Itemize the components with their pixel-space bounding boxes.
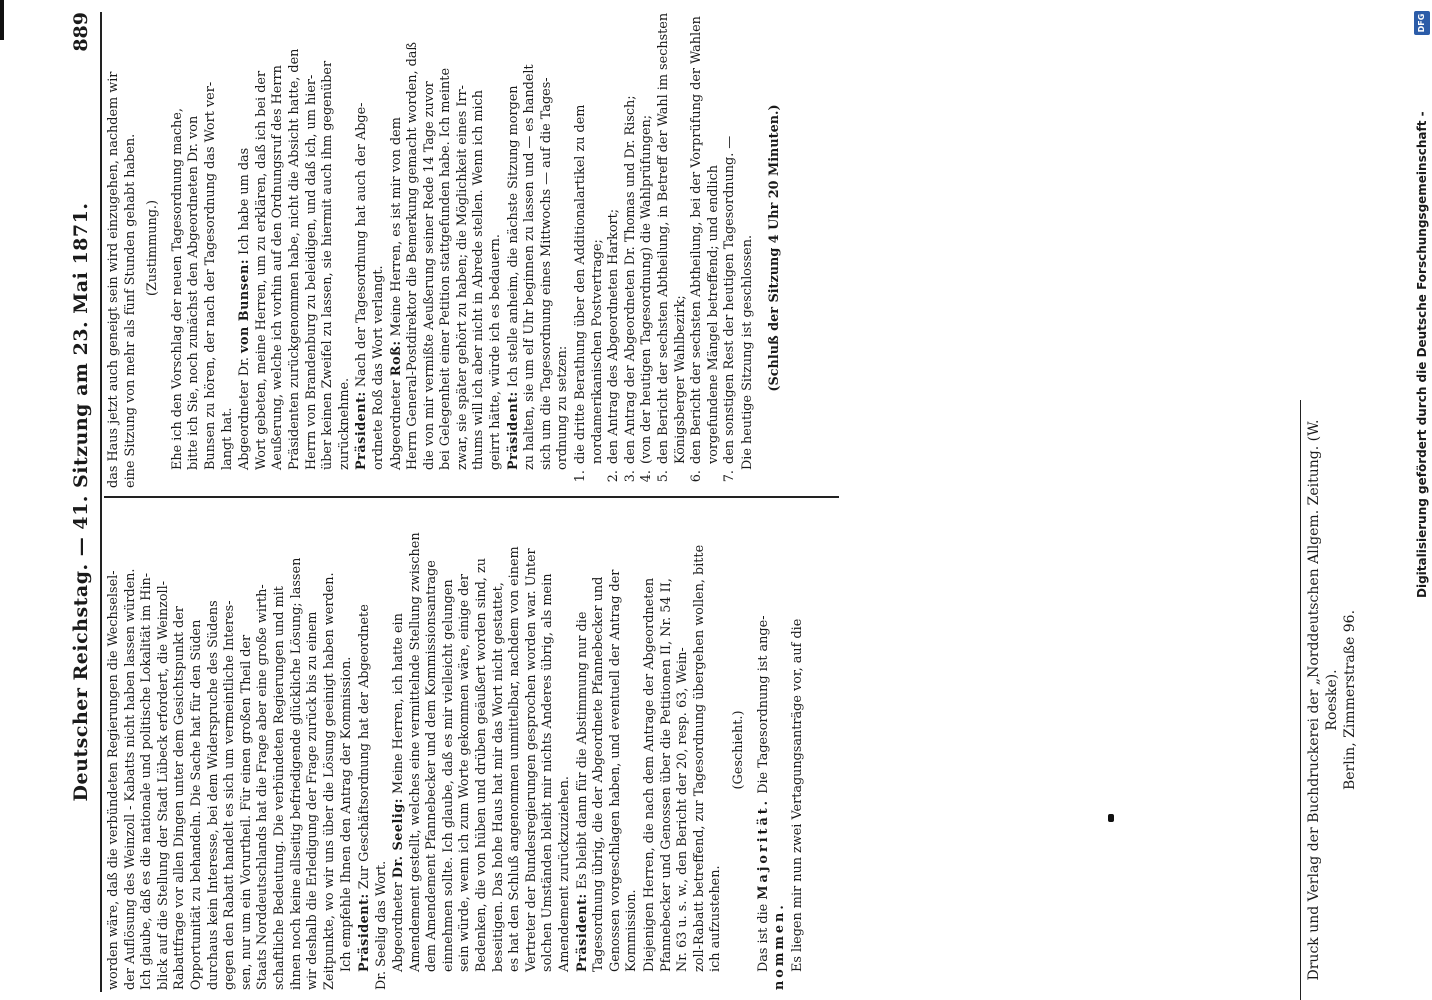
- text-line: thums will ich aber nicht in Abrede stellen. Wenn ich mich: [471, 89, 487, 470]
- agenda-text: den Antrag des Abgeordneten Harkort;: [606, 208, 622, 464]
- paragraph-continuation: [106, 8, 139, 488]
- agenda-text: den Bericht der sechsten Abtheilung, bei der Vorprüfung der Wahlen vorgefundene Mängel betreffend; und endlich: [689, 16, 721, 464]
- text-line: gegen den Rabatt handelt es sich um vermeintliche Interes-: [222, 600, 238, 990]
- speaker-name: Präsident:: [574, 893, 590, 972]
- paragraph-president-4: [506, 8, 572, 488]
- text-line: Aeußerung, welche ich vorhin auf den Ordnungsruf des Herrn: [270, 65, 286, 470]
- text-line: Ich glaube, daß es die nationale und politische Lokalität im Hin-: [139, 572, 155, 990]
- speaker-name: Präsident:: [356, 893, 372, 972]
- text-line: Vertreter der Bundesregierungen gesprochen worden war. Unter: [523, 548, 539, 972]
- text-run: Nach der Tagesordnung hat auch der Abge-: [354, 102, 370, 392]
- left-column: [106, 510, 836, 990]
- agenda-item: [606, 8, 623, 488]
- text-line: ordnete Roß das Wort verlangt.: [370, 265, 386, 470]
- text-line: Bunsen zu hören, der nach der Tagesordnung das Wort ver-: [202, 81, 218, 470]
- text-line: beseitigen. Das hohe Haus hat mir das Wort nicht gestattet,: [490, 582, 506, 972]
- agenda-number: 5.: [656, 470, 671, 483]
- text-line: Opportunität zu behandeln. Die Sache hat für den Süden: [188, 619, 204, 990]
- text-line: ihnen noch keine allseitig befriedigende glückliche Lösung; lassen: [288, 557, 304, 990]
- text-line: das Haus jetzt auch geneigt sein wird einzugehen, nachdem wir: [106, 71, 121, 488]
- speaker-name: Präsident:: [354, 391, 370, 470]
- text-line: zoll-Rabatt betreffend, zur Tagesordnung übergehen wollen, bitte: [691, 544, 707, 972]
- text-run: Meine Herren, ich hatte ein: [391, 613, 407, 799]
- paragraph-recommendation: Ich empfehle Ihnen den Antrag der Kommission.: [339, 656, 355, 972]
- text-line: bitte ich Sie, noch zunächst den Abgeordneten Dr. von: [186, 115, 202, 470]
- text-line: Rabattfrage vor allen Dingen unter dem Gesichtspunkt der: [172, 606, 188, 990]
- text-line: es hat den Schluß angenommen unmittelbar, nachdem von einem: [507, 546, 523, 972]
- agenda-number: 3.: [622, 470, 638, 483]
- stage-direction: (Geschieht.): [730, 710, 746, 790]
- paragraph-adjournment: Es liegen mir nun zwei Vertagungsanträge vor, auf die: [789, 618, 805, 972]
- speaker-intro: Abgeordneter: [391, 878, 407, 972]
- agenda-item: [656, 8, 689, 488]
- speaker-name: Präsident:: [505, 391, 521, 470]
- text-line: Nr. 63 u. s. w., den Bericht der 20, resp. 63, Wein-: [675, 647, 691, 972]
- text-run: Zur Geschäftsordnung hat der Abgeordnete: [356, 604, 372, 894]
- text-line: eine Sitzung von mehr als fünf Stunden gehabt haben.: [122, 133, 138, 488]
- agenda-text: den Bericht der sechsten Abtheilung, in Betreff der Wahl im sechsten Königsberger Wahlbezirk;: [656, 12, 688, 464]
- speaker-name: Dr. Seelig:: [391, 798, 407, 879]
- emphasis-majority: Majorität.: [755, 797, 771, 900]
- text-line: die von mir vermißte Aeußerung seiner Rede 14 Tage zuvor: [421, 81, 437, 470]
- text-line: Pfannebecker und Genossen über die Petitionen II, Nr. 54 II,: [658, 578, 674, 972]
- text-run: Ich stelle anheim, die nächste Sitzung morgen: [505, 85, 521, 392]
- text-line: Bedenken, die von hüben und drüben geäußert worden sind, zu: [474, 558, 490, 972]
- agenda-text: den Antrag der Abgeordneten Dr. Thomas und Dr. Risch;: [622, 95, 638, 464]
- text-line: Amendement gestellt, welches eine vermittelnde Stellung zwischen: [407, 532, 423, 972]
- text-line: sein würde, wenn ich zum Worte gekommen wäre, einige der: [457, 574, 473, 972]
- speaker-name: von Bunsen:: [237, 258, 253, 353]
- paragraph-seelig: [391, 510, 574, 990]
- paragraph-ross: [389, 8, 505, 488]
- page-header: [68, 12, 98, 992]
- text-line: solchen Umständen bleibt mir nichts Anderes übrig, als mein: [540, 573, 556, 972]
- text-line: der Auflösung des Weinzoll - Kabatts nicht haben lassen würden.: [122, 568, 138, 990]
- text-run: Dr. Seelig das Wort.: [373, 860, 389, 990]
- text-line: zu halten, sie um elf Uhr beginnen zu lassen und — es handelt: [522, 64, 538, 470]
- agenda-item: [639, 8, 656, 488]
- agenda-number: 2.: [606, 470, 622, 483]
- text-line: Kommission.: [624, 889, 640, 972]
- text-line: wir deshalb die Erledigung der Frage zurück bis zu einem: [305, 611, 321, 990]
- header-rule: [100, 12, 102, 992]
- text-line: bei Gelegenheit einer Petition stattgefunden habe. Ich meinte: [438, 67, 454, 470]
- scan-edge-mark: [0, 0, 4, 40]
- emphasis-adopted: nommen.: [772, 902, 788, 990]
- imprint-line: Druck und Verlag der Buchdruckerei der „Norddeutschen Allgem. Zeitung. (W. Roeske).: [1306, 419, 1340, 981]
- paragraph-president-2: [575, 510, 641, 990]
- agenda-number: 6.: [689, 470, 705, 483]
- text-line: Diejenigen Herren, die nach dem Antrage der Abgeordneten: [642, 577, 657, 972]
- text-line: Herrn General-Postdirektor die Bemerkung gemacht worden, daß: [405, 42, 421, 470]
- imprint-line: Berlin, Zimmerstraße 96.: [1342, 609, 1358, 791]
- text-run: Das ist die: [755, 899, 771, 972]
- paragraph-before-agenda: [170, 8, 236, 488]
- text-run: Meine Herren, es ist mir von dem: [388, 117, 404, 341]
- text-line: Staats Norddeutschlands hat die Frage aber eine große wirth-: [255, 584, 271, 990]
- paragraph-weinzoll: [106, 510, 338, 990]
- agenda-item: [623, 8, 640, 488]
- agenda-number: 1.: [573, 470, 589, 483]
- text-line: zwar, sie später gehört zu haben; die Möglichkeit eines Irr-: [454, 85, 470, 470]
- paragraph-majority: [756, 510, 789, 990]
- text-run: Die Tagesordnung ist ange-: [755, 615, 771, 798]
- text-run: Ich habe um das: [237, 147, 253, 259]
- speaker-name: Roß:: [388, 340, 404, 377]
- agenda-number: 7.: [722, 470, 738, 483]
- speaker-intro: Abgeordneter: [388, 376, 404, 470]
- closing-time: (Schluß der Sitzung 4 Uhr 20 Minuten.): [766, 104, 782, 392]
- text-line: sich um die Tagesordnung eines Mittwochs — auf die Tages-: [538, 77, 554, 470]
- paragraph-session-closed: Die heutige Sitzung ist geschlossen.: [739, 234, 755, 470]
- agenda-item: [689, 8, 722, 488]
- agenda-item: [573, 8, 606, 488]
- agenda-item: [722, 8, 739, 488]
- dfg-logo: DFG: [1414, 11, 1430, 35]
- text-line: ordnung zu setzen:: [555, 345, 571, 470]
- text-line: Tagesordnung übrig, die der Abgeordnete Pfannebecker und: [591, 576, 607, 972]
- printer-imprint: [1300, 400, 1358, 1000]
- agenda-list: [573, 8, 739, 488]
- text-line: schaftliche Bedeutung. Die verbündeten Regierungen und mit: [271, 586, 287, 990]
- paragraph-vote: [642, 510, 725, 990]
- text-line: dem Amendement Pfannebecker und dem Kommissionsantrage: [424, 560, 440, 972]
- paragraph-bunsen: [237, 8, 353, 488]
- stage-direction: (Zustimmung.): [145, 200, 161, 296]
- text-line: blick auf die Stellung der Stadt Lübeck erfordert, die Weinzoll-: [155, 580, 171, 990]
- text-line: Ehe ich den Vorschlag der neuen Tagesordnung mache,: [169, 108, 185, 470]
- paragraph-president-3: [354, 8, 387, 488]
- agenda-text: die dritte Berathung über den Additionalartikel zu dem nordamerikanischen Postvertrage;: [573, 104, 605, 464]
- text-line: einnehmen sollte. Ich glaube, daß es mir vielleicht gelungen: [440, 579, 456, 972]
- text-line: langt hat.: [219, 407, 235, 470]
- text-line: durchaus kein Interesse, bei dem Widerspruche des Südens: [205, 600, 221, 990]
- document-page: [62, 0, 842, 1000]
- text-line: über keinen Zweifel zu lassen, sie hiermit auch ihm gegenüber: [320, 60, 336, 470]
- text-line: zurücknehme.: [336, 377, 352, 470]
- column-divider: [104, 496, 839, 498]
- right-column: [106, 8, 836, 488]
- text-line: Zeitpunkte, wo wir uns über die Lösung geeinigt haben werden.: [321, 572, 337, 990]
- paragraph-president-1: [357, 510, 390, 990]
- text-line: geirrt hätte, würde ich es bedauern.: [488, 234, 504, 470]
- text-line: worden wäre, daß die verbündeten Regierungen die Wechselsel-: [106, 570, 121, 990]
- text-line: Herrn von Brandenburg zu beleidigen, und daß ich, um hier-: [303, 74, 319, 470]
- text-line: sen, nur um ein Vorurtheil. Für einen großen Theil der: [238, 634, 254, 990]
- running-title: Deutscher Reichstag. — 41. Sitzung am 23. Mai 1871.: [70, 202, 92, 802]
- ink-speck: [1108, 814, 1114, 822]
- page-number: 889: [70, 12, 92, 52]
- agenda-text: (von der heutigen Tagesordnung) die Wahlprüfungen;: [639, 114, 655, 464]
- agenda-text: den sonstigen Rest der heutigen Tagesordnung. —: [722, 135, 738, 464]
- funding-credit: [1412, 0, 1432, 1000]
- text-line: Wort gebeten, meine Herren, um zu erklären, daß ich bei der: [253, 70, 269, 470]
- text-line: Genossen vorgeschlagen haben, und eventuell der Antrag der: [607, 569, 623, 972]
- text-line: Amendement zurückzuziehen.: [557, 776, 573, 972]
- text-run: Es bleibt dann für die Abstimmung nur die: [574, 611, 590, 894]
- text-line: ich aufzustehen.: [708, 865, 724, 972]
- speaker-intro: Abgeordneter Dr.: [237, 352, 253, 470]
- funding-credit-text: Digitalisierung gefördert durch die Deutsche Forschungsgemeinschaft -: [1415, 111, 1429, 598]
- text-line: Präsidenten zurückgenommen habe, nicht die Absicht hatte, den: [286, 48, 302, 470]
- agenda-number: 4.: [639, 470, 655, 483]
